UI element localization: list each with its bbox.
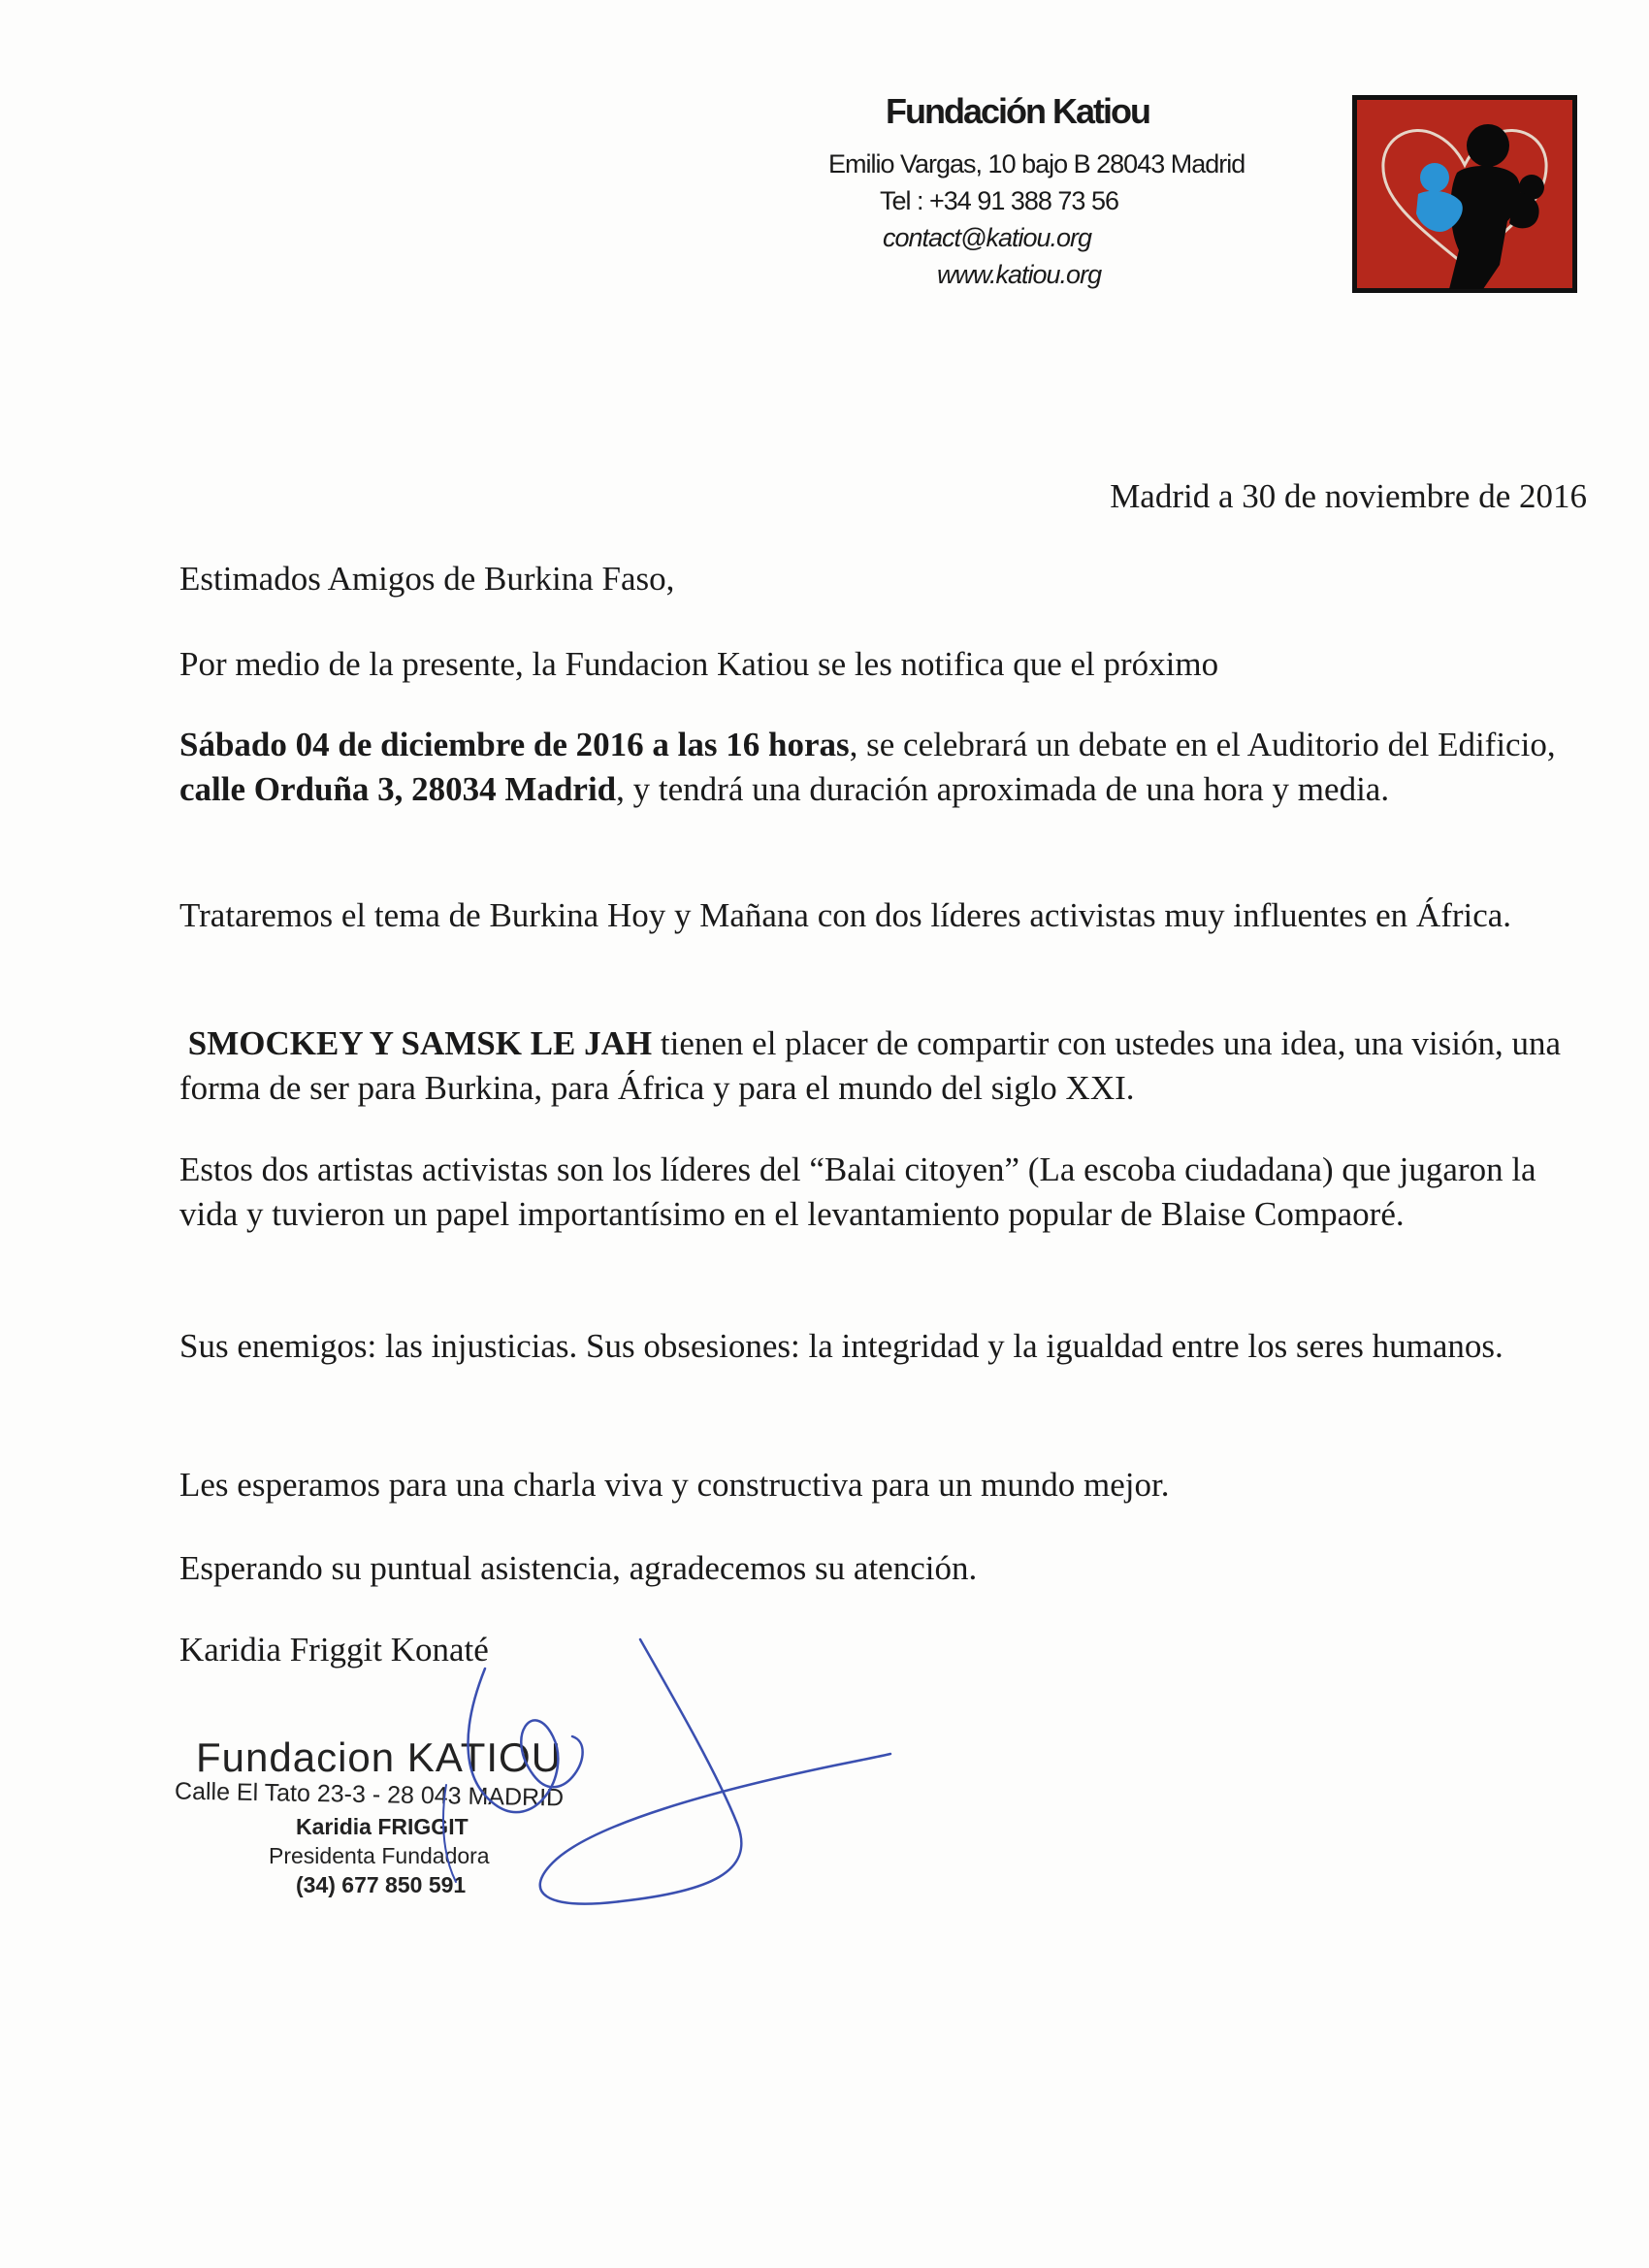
date-line: Madrid a 30 de noviembre de 2016 [1110, 477, 1587, 515]
stamp-address: Calle El Tato 23-3 - 28 043 MADRID [174, 1777, 565, 1812]
signature-stroke-2 [540, 1639, 890, 1904]
paragraph-closing: Esperando su puntual asistencia, agradecemos su atención. [179, 1549, 978, 1587]
org-email: contact@katiou.org [883, 223, 1092, 252]
paragraph-wait: Les esperamos para una charla viva y constructiva para un mundo mejor. [179, 1466, 1170, 1504]
handwritten-signature [427, 1630, 892, 1921]
paragraph-guests [179, 1021, 1576, 1111]
katiou-logo [1352, 95, 1577, 293]
paragraph-balai: Estos dos artistas activistas son los líderes del “Balai citoyen” (La escoba ciudadana) que jugaron la vida y tuvieron un papel importantísimo en el levantamiento popular de Blaise Compaoré. [179, 1150, 1536, 1233]
event-address: calle Orduña 3, 28034 Madrid [179, 770, 617, 808]
adult-head [1467, 124, 1509, 167]
signature-stroke-3 [443, 1785, 456, 1882]
greeting: Estimados Amigos de Burkina Faso, [179, 560, 675, 598]
org-name: Fundación Katiou [886, 91, 1149, 131]
signer-name: Karidia Friggit Konaté [179, 1631, 489, 1669]
guests-rest: tienen el placer de compartir con ustedes una idea, una visión, una forma de ser para Burkina, para África y para el mundo del siglo XXI. [179, 1024, 1562, 1107]
org-phone: Tel : +34 91 388 73 56 [880, 186, 1118, 215]
event-end: , y tendrá una duración aproximada de una hora y media. [616, 770, 1390, 808]
stamp-phone: (34) 677 850 591 [296, 1872, 467, 1897]
guests-names: SMOCKEY Y SAMSK LE JAH [187, 1024, 653, 1062]
paragraph-topic: Trataremos el tema de Burkina Hoy y Mañana con dos líderes activistas muy influentes en África. [179, 896, 1512, 934]
paragraph-intro: Por medio de la presente, la Fundacion Katiou se les notifica que el próximo [179, 645, 1219, 683]
event-date: Sábado 04 de diciembre de 2016 a las 16 horas [179, 726, 850, 763]
child-head [1420, 163, 1449, 192]
stamp-role: Presidenta Fundadora [269, 1843, 490, 1868]
stamp-name: Fundacion KATIOU [196, 1734, 563, 1780]
paragraph-event [179, 723, 1576, 812]
org-website: www.katiou.org [937, 260, 1102, 289]
stamp-person: Karidia FRIGGIT [296, 1814, 469, 1839]
paragraph-enemies: Sus enemigos: las injusticias. Sus obsesiones: la integridad y la igualdad entre los seres humanos. [179, 1327, 1504, 1365]
signature-stroke-1 [469, 1669, 583, 1812]
event-mid: , se celebrará un debate en el Auditorio del Edificio, [849, 726, 1556, 763]
org-address: Emilio Vargas, 10 bajo B 28043 Madrid [828, 149, 1245, 178]
